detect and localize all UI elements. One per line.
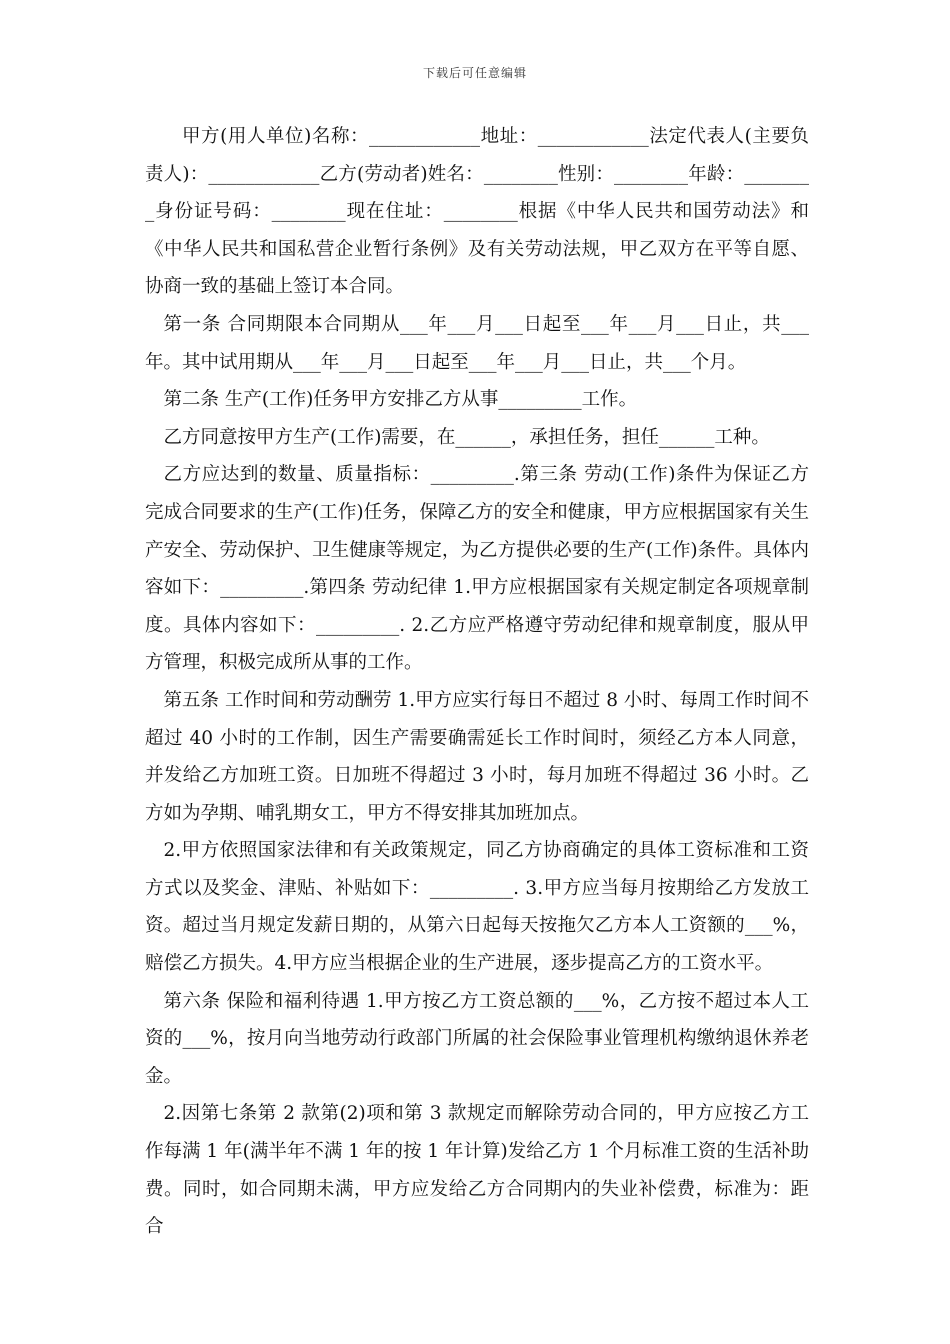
paragraph-parties: 甲方(用人单位)名称：____________地址：____________法定代表人(主要负责人)：____________乙方(劳动者)姓名：________性别：________年龄：________身份证号码：________现在住址：________根据《中华人民共和国劳动法》和《中华人民共和国私营企业暂行条例》及有关劳动法规，甲乙双方在平等自愿、协商一致的基础上签订本合同。 [145, 126, 809, 298]
paragraph-article-2-task: 第二条 生产(工作)任务甲方安排乙方从事_________工作。 [163, 389, 638, 411]
paragraph-article-5-wages: 2.甲方依照国家法律和有关政策规定，同乙方协商确定的具体工资标准和工资方式以及奖金、津贴、补贴如下：_________. 3.甲方应当每月按期给乙方发放工资。超过当月规定发薪日期的，从第六日起每天按拖欠乙方本人工资额的___%，赔偿乙方损失。4.甲方应当根据企业的生产进展，逐步提高乙方的工资水平。 [145, 840, 809, 975]
page-header-note: 下载后可任意编辑 [422, 66, 527, 80]
paragraph-job-assignment: 乙方同意按甲方生产(工作)需要，在______，承担任务，担任______工种。 [163, 426, 770, 448]
paragraph-article-5-hours: 第五条 工作时间和劳动酬劳 1.甲方应实行每日不超过 8 小时、每周工作时间不超过 40 小时的工作制，因生产需要确需延长工作时间时，须经乙方本人同意，并发给乙方加班工资。日加班不得超过 3 小时，每月加班不得超过 36 小时。乙方如为孕期、哺乳期女工，甲方不得安排其加班加点。 [145, 689, 809, 824]
paragraph-article-6-insurance: 第六条 保险和福利待遇 1.甲方按乙方工资总额的___%，乙方按不超过本人工资的___%，按月向当地劳动行政部门所属的社会保险事业管理机构缴纳退休养老金。 [145, 990, 809, 1087]
paragraph-article-1-term: 第一条 合同期限本合同期从___年___月___日起至___年___月___日止，共___年。其中试用期从___年___月___日起至___年___月___日止，共___个月。 [145, 313, 809, 373]
paragraph-article-6-compensation: 2.因第七条第 2 款第(2)项和第 3 款规定而解除劳动合同的，甲方应按乙方工作每满 1 年(满半年不满 1 年的按 1 年计算)发给乙方 1 个月标准工资的生活补助费。同时，如合同期未满，甲方应发给乙方合同期内的失业补偿费，标准为：距合 [145, 1103, 809, 1238]
contract-body [145, 118, 809, 1246]
paragraph-articles-3-4-conditions-discipline: 乙方应达到的数量、质量指标：_________.第三条 劳动(工作)条件为保证乙方完成合同要求的生产(工作)任务，保障乙方的安全和健康，甲方应根据国家有关生产安全、劳动保护、卫生健康等规定，为乙方提供必要的生产(工作)条件。具体内容如下：_________.第四条 劳动纪律 1.甲方应根据国家有关规定制定各项规章制度。具体内容如下：_________. 2.乙方应严格遵守劳动纪律和规章制度，服从甲方管理，积极完成所从事的工作。 [145, 464, 809, 674]
